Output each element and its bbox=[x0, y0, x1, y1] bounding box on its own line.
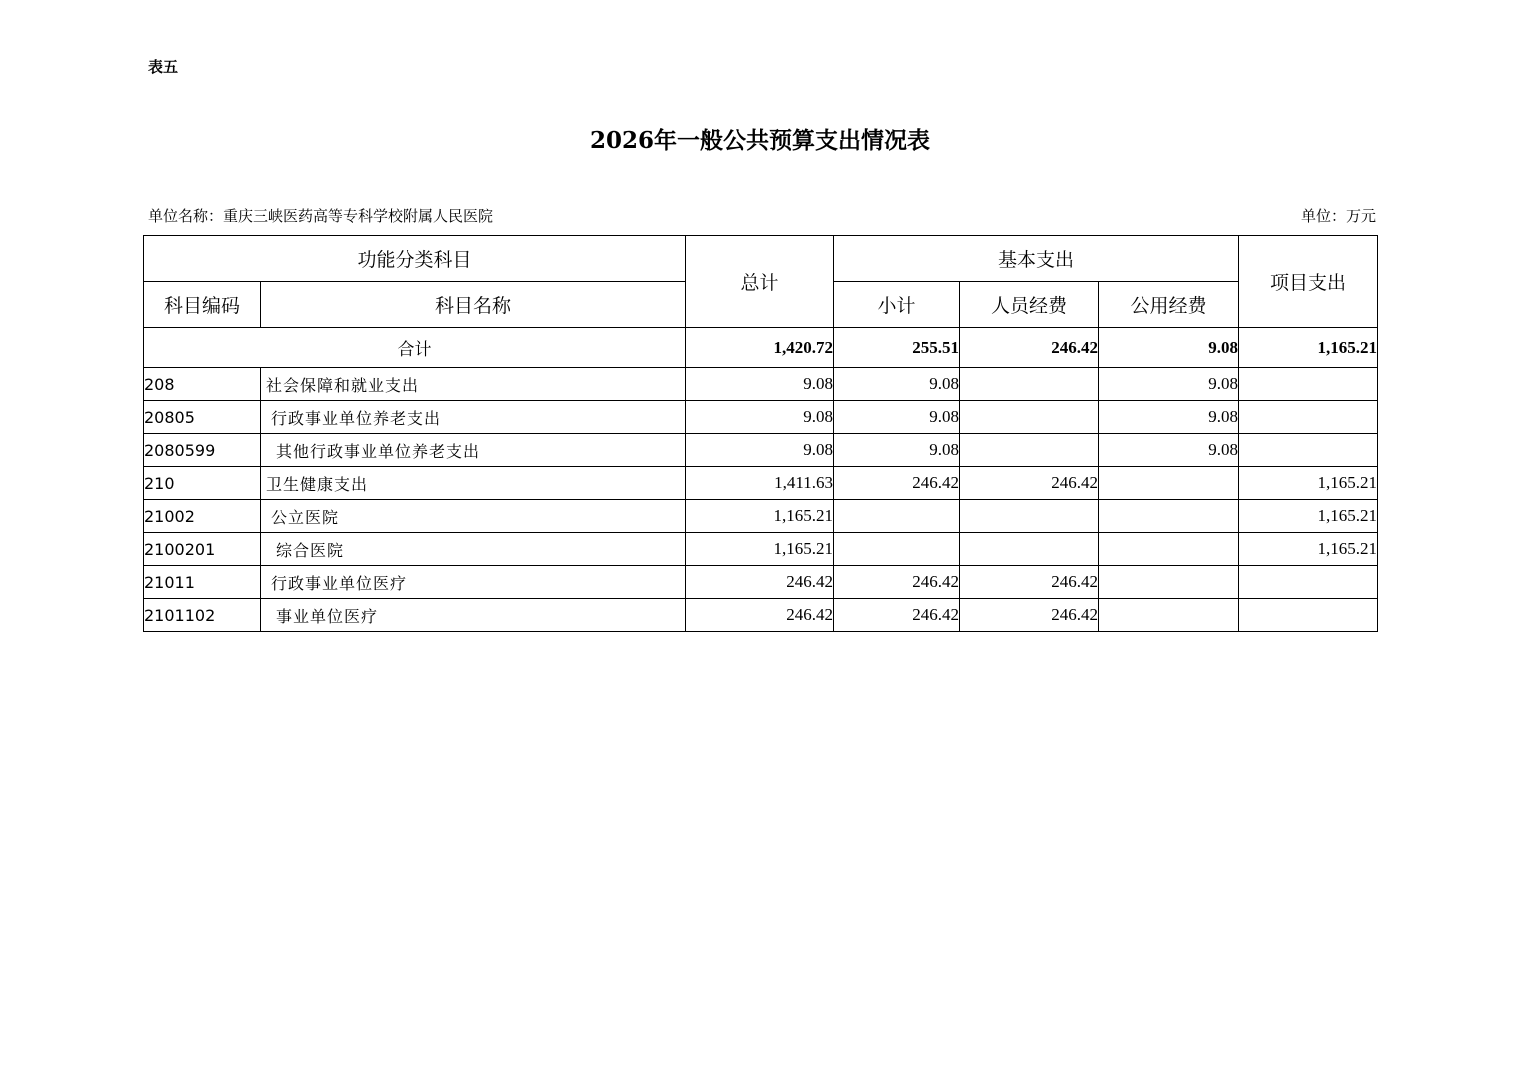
row-public bbox=[1099, 467, 1239, 500]
row-project: 1,165.21 bbox=[1239, 500, 1378, 533]
row-public bbox=[1099, 599, 1239, 632]
row-code: 2080599 bbox=[144, 434, 261, 467]
row-personnel: 246.42 bbox=[960, 467, 1099, 500]
row-name: 卫生健康支出 bbox=[261, 467, 686, 500]
row-total: 246.42 bbox=[686, 566, 834, 599]
table-row bbox=[144, 599, 1378, 632]
header-personnel: 人员经费 bbox=[960, 282, 1099, 328]
total-row bbox=[144, 328, 1378, 368]
row-project: 1,165.21 bbox=[1239, 467, 1378, 500]
row-name: 社会保障和就业支出 bbox=[261, 368, 686, 401]
header-code: 科目编码 bbox=[144, 282, 261, 328]
row-total: 9.08 bbox=[686, 368, 834, 401]
row-subtotal bbox=[834, 500, 960, 533]
row-code: 2101102 bbox=[144, 599, 261, 632]
row-code: 20805 bbox=[144, 401, 261, 434]
row-code: 2100201 bbox=[144, 533, 261, 566]
table-row bbox=[144, 434, 1378, 467]
budget-table bbox=[143, 235, 1378, 632]
row-personnel bbox=[960, 401, 1099, 434]
unit-label: 单位：万元 bbox=[1300, 207, 1376, 225]
table-label: 表五 bbox=[148, 58, 179, 76]
row-public: 9.08 bbox=[1099, 401, 1239, 434]
header-subtotal: 小计 bbox=[834, 282, 960, 328]
row-subtotal: 9.08 bbox=[834, 368, 960, 401]
total-subtotal: 255.51 bbox=[834, 328, 960, 368]
row-personnel: 246.42 bbox=[960, 599, 1099, 632]
row-public bbox=[1099, 566, 1239, 599]
row-name: 公立医院 bbox=[261, 500, 686, 533]
total-public: 9.08 bbox=[1099, 328, 1239, 368]
table-row bbox=[144, 368, 1378, 401]
row-subtotal: 246.42 bbox=[834, 566, 960, 599]
unit-name: 单位名称：重庆三峡医药高等专科学校附属人民医院 bbox=[148, 207, 494, 225]
row-name: 行政事业单位养老支出 bbox=[261, 401, 686, 434]
row-personnel: 246.42 bbox=[960, 566, 1099, 599]
row-project bbox=[1239, 368, 1378, 401]
table-row bbox=[144, 401, 1378, 434]
header-total: 总计 bbox=[686, 236, 834, 328]
row-code: 21002 bbox=[144, 500, 261, 533]
row-total: 1,165.21 bbox=[686, 533, 834, 566]
row-total: 1,165.21 bbox=[686, 500, 834, 533]
row-public bbox=[1099, 500, 1239, 533]
total-personnel: 246.42 bbox=[960, 328, 1099, 368]
row-personnel bbox=[960, 368, 1099, 401]
row-subtotal: 9.08 bbox=[834, 434, 960, 467]
row-subtotal: 9.08 bbox=[834, 401, 960, 434]
row-project bbox=[1239, 401, 1378, 434]
header-name: 科目名称 bbox=[261, 282, 686, 328]
table-row bbox=[144, 566, 1378, 599]
row-personnel bbox=[960, 533, 1099, 566]
header-basic: 基本支出 bbox=[834, 236, 1239, 282]
row-personnel bbox=[960, 500, 1099, 533]
total-project: 1,165.21 bbox=[1239, 328, 1378, 368]
row-total: 9.08 bbox=[686, 434, 834, 467]
row-code: 208 bbox=[144, 368, 261, 401]
row-subtotal: 246.42 bbox=[834, 599, 960, 632]
row-total: 9.08 bbox=[686, 401, 834, 434]
total-total: 1,420.72 bbox=[686, 328, 834, 368]
header-public: 公用经费 bbox=[1099, 282, 1239, 328]
row-project bbox=[1239, 434, 1378, 467]
row-public bbox=[1099, 533, 1239, 566]
row-public: 9.08 bbox=[1099, 368, 1239, 401]
header-functional-category: 功能分类科目 bbox=[144, 236, 686, 282]
row-subtotal bbox=[834, 533, 960, 566]
row-code: 21011 bbox=[144, 566, 261, 599]
row-project: 1,165.21 bbox=[1239, 533, 1378, 566]
row-name: 行政事业单位医疗 bbox=[261, 566, 686, 599]
row-name: 事业单位医疗 bbox=[261, 599, 686, 632]
row-personnel bbox=[960, 434, 1099, 467]
row-name: 其他行政事业单位养老支出 bbox=[261, 434, 686, 467]
page-title: 2026年一般公共预算支出情况表 bbox=[589, 127, 930, 154]
row-project bbox=[1239, 566, 1378, 599]
header-row-1 bbox=[144, 236, 1378, 282]
row-name: 综合医院 bbox=[261, 533, 686, 566]
meta-row bbox=[148, 205, 1376, 226]
table-row bbox=[144, 500, 1378, 533]
header-project: 项目支出 bbox=[1239, 236, 1378, 328]
table-row bbox=[144, 533, 1378, 566]
row-total: 246.42 bbox=[686, 599, 834, 632]
row-code: 210 bbox=[144, 467, 261, 500]
table-row bbox=[144, 467, 1378, 500]
row-subtotal: 246.42 bbox=[834, 467, 960, 500]
row-total: 1,411.63 bbox=[686, 467, 834, 500]
row-project bbox=[1239, 599, 1378, 632]
total-label: 合计 bbox=[144, 328, 686, 368]
row-public: 9.08 bbox=[1099, 434, 1239, 467]
